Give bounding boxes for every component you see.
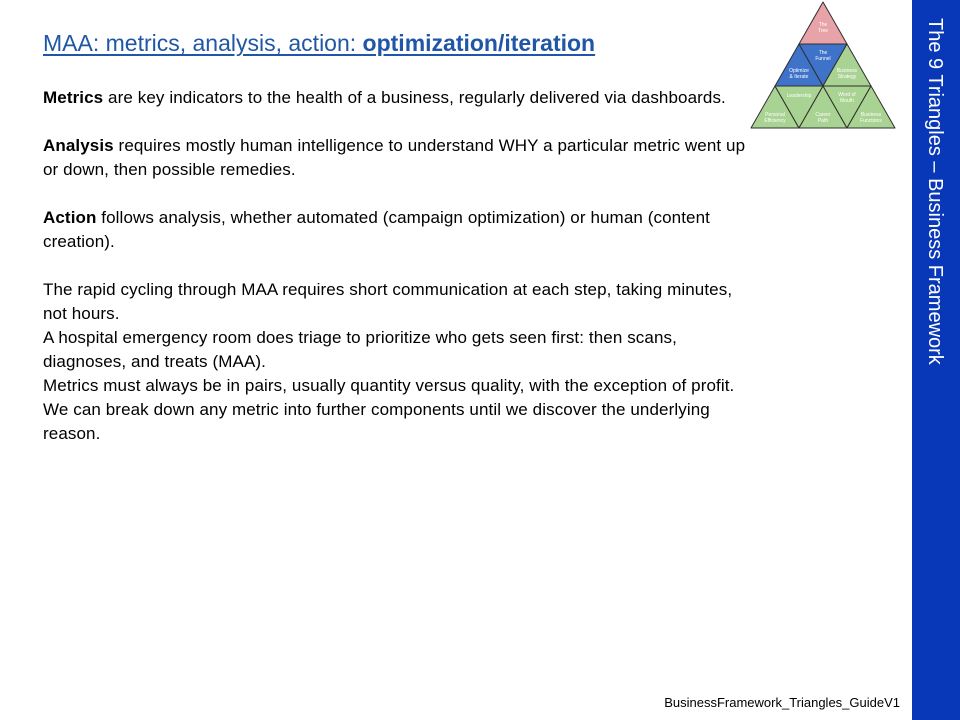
label-the-funnel: The Funnel: [815, 50, 831, 62]
body-line: We can break down any metric into further components until we discover the underlying reason.: [43, 400, 710, 443]
action-text: follows analysis, whether automated (campaign optimization) or human (content creation).: [43, 208, 710, 251]
sidebar-title: The 9 Triangles – Business Framework: [924, 18, 946, 365]
label-optimize: Optimize & Iterate: [789, 68, 809, 80]
analysis-paragraph: [43, 134, 758, 182]
label-the-tree: The Tree: [817, 22, 829, 34]
title-emphasis: optimization/iteration: [362, 30, 596, 56]
slide-title: [43, 30, 595, 57]
label-business-functions: Business Functions: [860, 112, 882, 124]
body-text: [43, 86, 758, 446]
label-personal-efficiency: Personal Efficiency: [764, 112, 786, 124]
label-leadership: Leadership: [786, 93, 812, 99]
footer-filename: BusinessFramework_Triangles_GuideV1: [664, 695, 900, 710]
action-lead: Action: [43, 208, 97, 227]
label-career-path: Career Path: [815, 112, 831, 124]
body-line: Metrics must always be in pairs, usually quantity versus quality, with the exception of profit.: [43, 376, 735, 395]
label-word-of-mouth: Word of Mouth: [838, 92, 856, 104]
metrics-paragraph: [43, 86, 758, 110]
nine-triangles-diagram: [749, 0, 897, 132]
analysis-lead: Analysis: [43, 136, 114, 155]
label-business-strategy: Business Strategy: [836, 68, 858, 80]
metrics-lead: Metrics: [43, 88, 104, 107]
body-line: A hospital emergency room does triage to prioritize who gets seen first: then scans, diagnoses, and treats (MAA).: [43, 328, 677, 371]
metrics-text: are key indicators to the health of a business, regularly delivered via dashboards.: [103, 88, 726, 107]
action-paragraph: [43, 206, 758, 254]
title-prefix: MAA: metrics, analysis, action:: [43, 30, 363, 56]
sidebar-band: [912, 0, 960, 720]
pyramid-svg: [749, 0, 897, 132]
analysis-text: requires mostly human intelligence to understand WHY a particular metric went up or down, then possible remedies.: [43, 136, 746, 179]
body-line: The rapid cycling through MAA requires short communication at each step, taking minutes, not hours.: [43, 280, 733, 323]
